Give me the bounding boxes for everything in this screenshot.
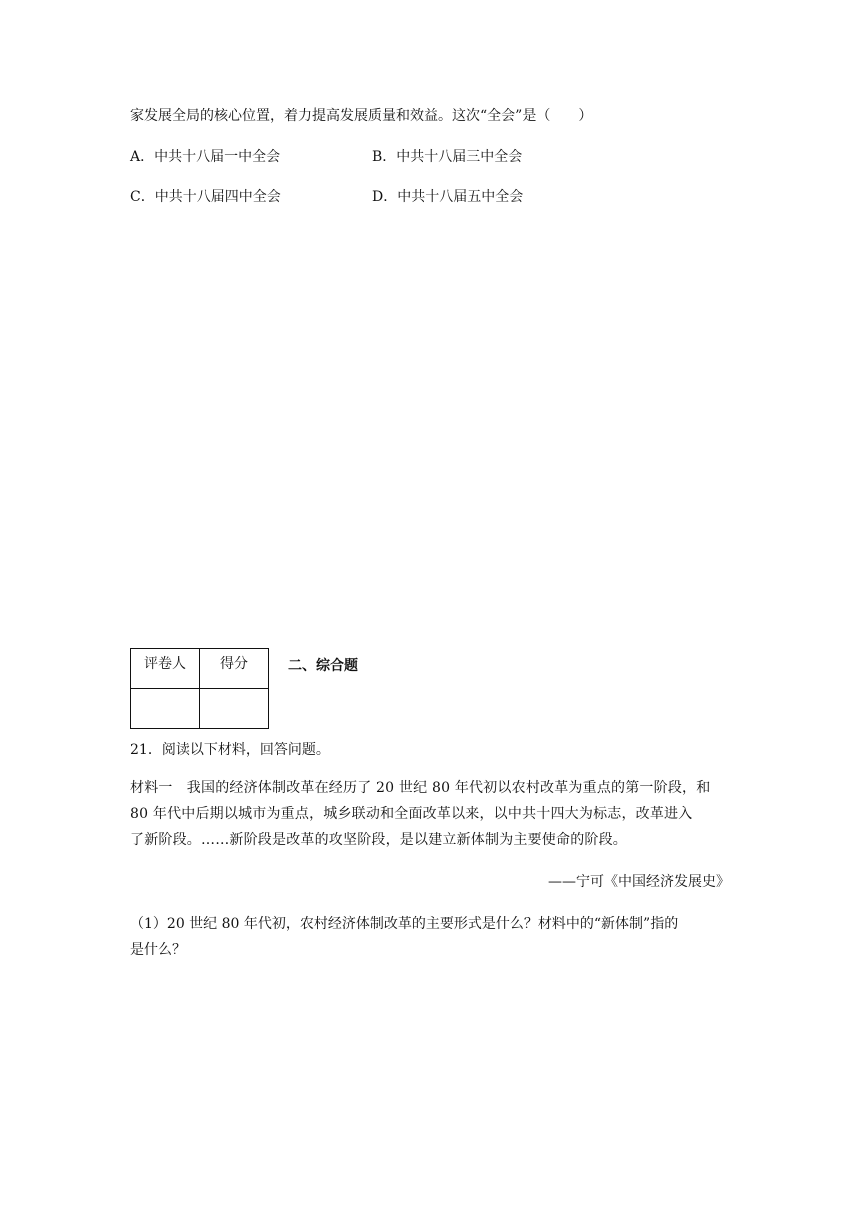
q20-stem-tail: 家发展全局的核心位置，着力提高发展质量和效益。这次“全会”是（ ） xyxy=(130,108,593,124)
material-line-1: 材料一 我国的经济体制改革在经历了 20 世纪 80 年代初以农村改革为重点的第一阶段，和 xyxy=(130,780,711,796)
option-c: C．中共十八届四中全会 xyxy=(130,189,281,205)
material-line-2: 80 年代中后期以城市为重点，城乡联动和全面改革以来，以中共十四大为标志，改革进入 xyxy=(130,806,693,822)
score-cell xyxy=(200,689,269,729)
material-line-3: 了新阶段。……新阶段是改革的攻坚阶段，是以建立新体制为主要使命的阶段。 xyxy=(130,832,627,848)
option-b: B．中共十八届三中全会 xyxy=(372,149,523,165)
score-table xyxy=(130,648,269,729)
score-header: 得分 xyxy=(200,649,269,689)
q21-intro: 21．阅读以下材料，回答问题。 xyxy=(130,742,330,758)
grader-header: 评卷人 xyxy=(131,649,200,689)
material-source: ——宁可《中国经济发展史》 xyxy=(548,874,730,890)
sub-question-1-line-1: （1）20 世纪 80 年代初，农村经济体制改革的主要形式是什么？材料中的“新体制”指的 xyxy=(130,916,679,932)
option-a: A．中共十八届一中全会 xyxy=(130,149,281,165)
option-d: D．中共十八届五中全会 xyxy=(372,189,524,205)
grader-cell xyxy=(131,689,200,729)
section-title: 二、综合题 xyxy=(288,658,358,674)
sub-question-1-line-2: 是什么？ xyxy=(130,942,186,958)
